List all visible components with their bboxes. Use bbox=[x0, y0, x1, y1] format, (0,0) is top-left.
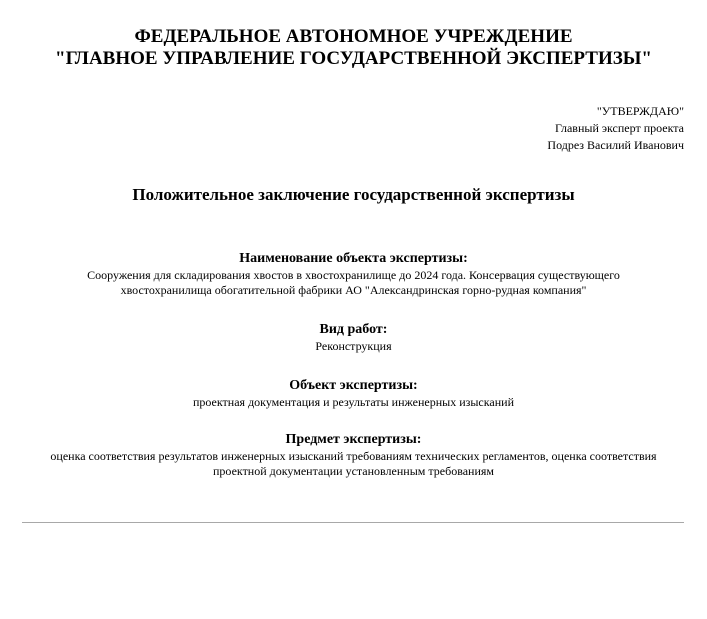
document-title: Положительное заключение государственной экспертизы bbox=[132, 185, 575, 204]
section-text-line1: Сооружения для складирования хвостов в хвостохранилище до 2024 года. Консервация существующего bbox=[87, 268, 620, 282]
section-heading: Вид работ: bbox=[319, 322, 388, 337]
horizontal-divider bbox=[22, 522, 684, 523]
approval-block bbox=[547, 103, 684, 154]
approver-name: Подрез Василий Иванович bbox=[547, 138, 684, 152]
section-expertise-subject bbox=[20, 431, 687, 479]
organization-header bbox=[0, 26, 707, 70]
section-heading: Наименование объекта экспертизы: bbox=[239, 251, 468, 266]
section-text-line1: оценка соответствия результатов инженерных изысканий требованиям технических регламентов, оценка соответствия bbox=[50, 449, 657, 463]
organization-name-line2: "ГЛАВНОЕ УПРАВЛЕНИЕ ГОСУДАРСТВЕННОЙ ЭКСПЕРТИЗЫ" bbox=[55, 48, 652, 69]
section-text-line2: проектной документации установленным требованиям bbox=[213, 464, 494, 478]
section-work-type bbox=[20, 321, 687, 354]
section-heading: Объект экспертизы: bbox=[289, 378, 418, 393]
section-text-line1: Реконструкция bbox=[315, 339, 392, 353]
section-object-name bbox=[20, 250, 687, 298]
section-text-line2: хвостохранилища обогатительной фабрики АО "Александринская горно-рудная компания" bbox=[120, 283, 587, 297]
organization-name-line1: ФЕДЕРАЛЬНОЕ АВТОНОМНОЕ УЧРЕЖДЕНИЕ bbox=[134, 26, 573, 47]
section-expertise-object bbox=[20, 377, 687, 410]
section-text-line1: проектная документация и результаты инженерных изысканий bbox=[192, 395, 514, 409]
approver-position: Главный эксперт проекта bbox=[554, 121, 684, 135]
approval-stamp: "УТВЕРЖДАЮ" bbox=[596, 104, 684, 118]
section-heading: Предмет экспертизы: bbox=[285, 432, 422, 447]
